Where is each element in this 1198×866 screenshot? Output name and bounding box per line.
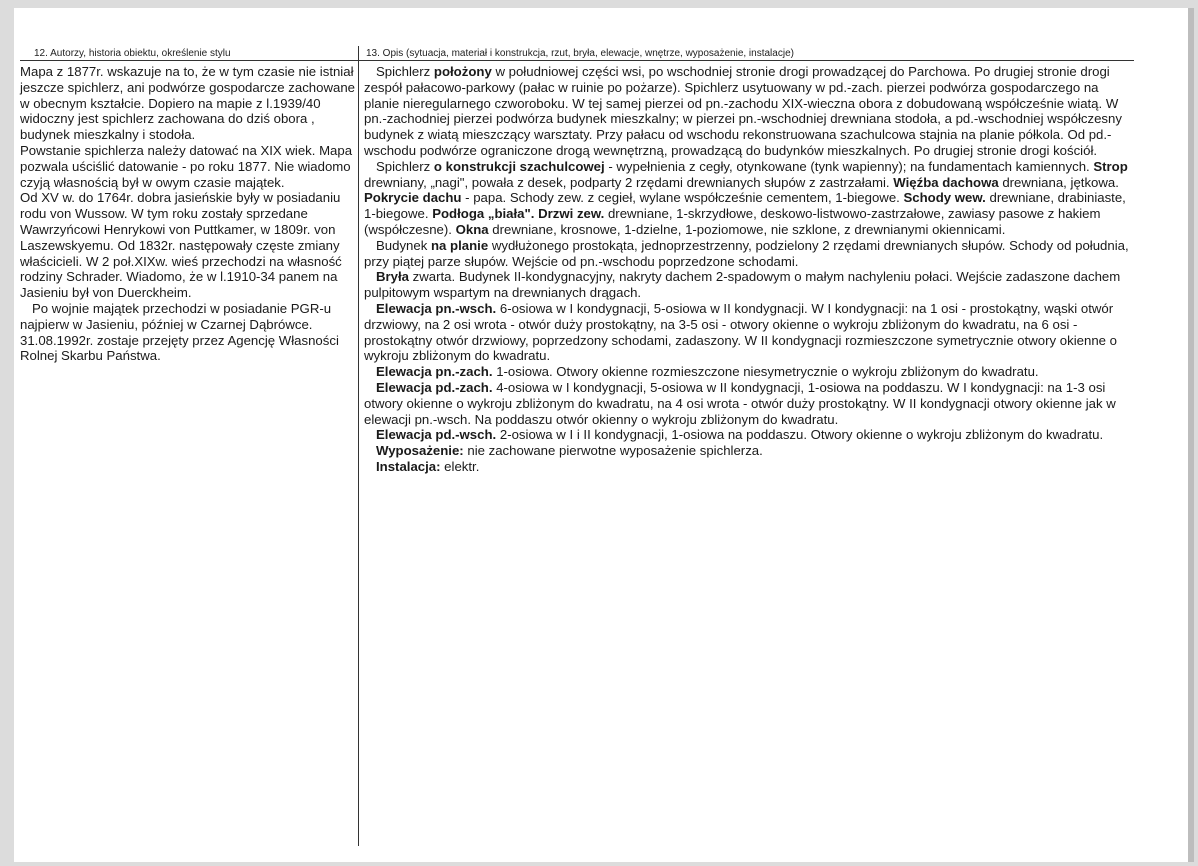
column-divider (358, 46, 359, 846)
description-plan: Budynek na planie wydłużonego prostokąta, jednoprzestrzenny, podzielony 2 rzędami drewnianych słupów. Schody od południa, przy piątej parze słupów. Wejście od pn.-wschodu poprzedzone schodami. (364, 237, 1129, 269)
description-elevation-ne: Elewacja pn.-wsch. 6-osiowa w I kondygnacji, 5-osiowa w II kondygnacji. W I kondygnacji: na 1 osi - prostokątny, wąski otwór drzwiowy, na 2 osi wrota - otwór duży prostokątny, na 3-5 osi - otwory okienne o wykroju zbliżonym do kwadratu, na 6 osi - prostokątny otwór drzwiowy, poprzedzony schodami, zadaszony. W II kondygnacji rozmieszczone symetrycznie otwory okienne o wykroju zbliżonym do kwadratu. (364, 300, 1117, 364)
history-paragraph-1: Mapa z 1877r. wskazuje na to, że w tym czasie nie istniał jeszcze spichlerz, ani podwórze gospodarcze zachowane w obecnym kształcie. Dopiero na mapie z l.1939/40 widoczny jest spichlerz zachowana do dziś obora , budynek mieszkalny i stodoła. (20, 64, 355, 143)
right-column-header: 13. Opis (sytuacja, materiał i konstrukcja, rzut, bryła, elewacje, wnętrze, wyposażenie, instalacje) (366, 48, 794, 59)
history-paragraph-4: Po wojnie majątek przechodzi w posiadanie PGR-u najpierw w Jasieniu, później w Czarnej Dąbrówce. 31.08.1992r. zostaje przejęty przez Agencję Własności Rolnej Skarbu Państwa. (20, 300, 339, 364)
description-elevation-nw: Elewacja pn.-zach. 1-osiowa. Otwory okienne rozmieszczone niesymetrycznie o wykroju zbliżonym do kwadratu. (376, 364, 1039, 380)
left-column (20, 64, 356, 364)
history-paragraph-2: Powstanie spichlerza należy datować na XIX wiek. Mapa pozwala uściślić datowanie - po roku 1877. Nie wiadomo czyją własnością był w owym czasie majątek. (20, 142, 353, 190)
description-mass: Bryła zwarta. Budynek II-kondygnacyjny, nakryty dachem 2-spadowym o małym nachyleniu połaci. Wejście zadaszone dachem pulpitowym wspartym na drewnianych drągach. (364, 269, 1121, 301)
header-rule (20, 60, 1134, 61)
description-elevation-sw: Elewacja pd.-zach. 4-osiowa w I kondygnacji, 5-osiowa w II kondygnacji, 1-osiowa na poddaszu. W I kondygnacji: na 1-3 osi otwory okienne o wykroju zbliżonym do kwadratu, na 4 osi wrota - otwór duży prostokątny. W II kondygnacji otwory okienne jak w elewacji pn.-wsch. Na poddaszu otwór okienny o wykroju zbliżonym do kwadratu. (364, 379, 1116, 427)
description-installations: Instalacja: elektr. (376, 458, 480, 474)
description-elevation-se: Elewacja pd.-wsch. 2-osiowa w I i II kondygnacji, 1-osiowa na poddaszu. Otwory okienne o wykroju zbliżonym do kwadratu. (376, 427, 1104, 443)
description-location: Spichlerz położony w południowej części wsi, po wschodniej stronie drogi prowadzącej do Parchowa. Po drugiej stronie drogi zespół pałacowo-parkowy (pałac w ruinie po pożarze). Spichlerz usytuowany w pd.-zach. pierzei podwórza gospodarczego na planie nieregularnego czworoboku. W tej samej pierzei od pn.-zachodu XIX-wieczna obora z dobudowaną współcześnie wiatą. W pn.-zachodniej pierzei podwórza budynek mieszkalny; w pierzei pn.-wschodniej drewniana stodoła, a pd.-wschodniej współczesny budynek z wiatą mieszczący warsztaty. Przy pałacu od wschodu rekonstruowana szachulcowa stajnia na planie półkola. Od pd.-wschodu podwórze ograniczone drogą wewnętrzną, prowadzącą do budynków mieszkalnych. Po drugiej stronie drogi kościół. (364, 64, 1122, 158)
description-equipment: Wyposażenie: nie zachowane pierwotne wyposażenie spichlerza. (376, 443, 763, 459)
history-paragraph-3: Od XV w. do 1764r. dobra jasieńskie były w posiadaniu rodu von Wussow. W tym roku zostały sprzedane Wawrzyńcowi Henrykowi von Puttkamer, w 1809r. von Laszewskyemu. Od 1832r. następowały częste zmiany właścicieli. W 2 poł.XIXw. wieś przechodzi na własność rodziny Schrader. Wiadomo, że w l.1910-34 panem na Jasieniu był von Duerckheim. (20, 190, 342, 301)
description-construction: Spichlerz o konstrukcji szachulcowej - wypełnienia z cegły, otynkowane (tynk wapienny); na fundamentach kamiennych. Strop drewniany, „nagi", powała z desek, podparty 2 rzędami drewnianych słupów z zastrzałami. Więźba dachowa drewniana, jętkowa. Pokrycie dachu - papa. Schody zew. z cegieł, wylane współcześnie cementem, 1-biegowe. Schody wew. drewniane, drabiniaste, 1-biegowe. Podłoga „biała". Drzwi zew. drewniane, 1-skrzydłowe, deskowo-listwowo-zastrzałowe, zawiasy pasowe z hakiem (współczesne). Okna drewniane, krosnowe, 1-dzielne, 1-poziomowe, nie szklone, z drewnianymi okiennicami. (364, 158, 1128, 237)
right-column (364, 64, 1132, 475)
left-column-header: 12. Autorzy, historia obiektu, określenie stylu (34, 48, 231, 59)
